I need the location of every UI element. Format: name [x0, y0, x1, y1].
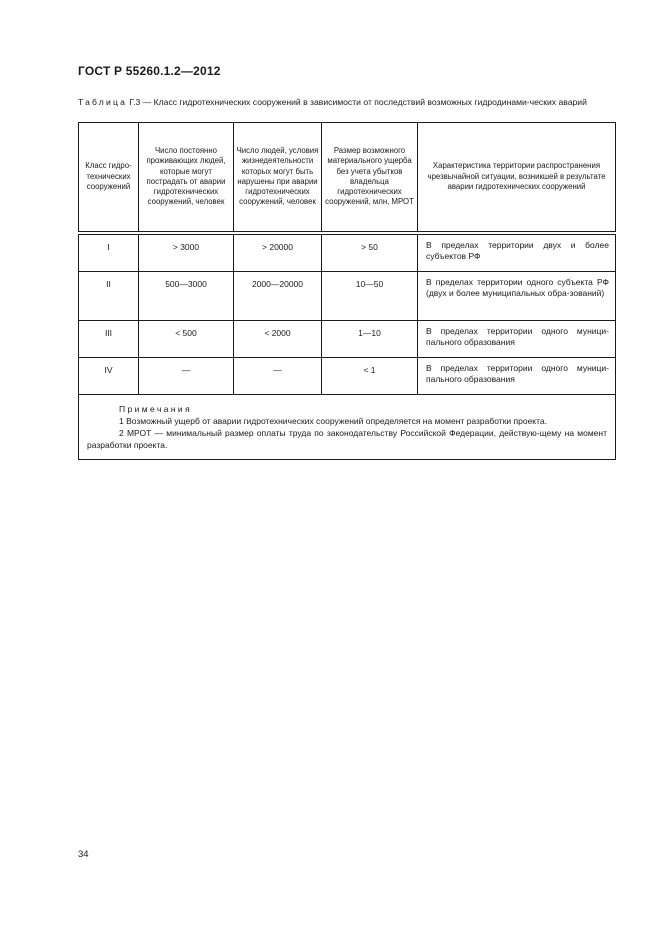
table-row: [79, 320, 616, 357]
hydraulic-structures-class-table: [78, 122, 616, 460]
table-caption: [78, 97, 615, 109]
cell-class: I: [79, 233, 139, 272]
notes-heading: Примечания: [119, 403, 193, 414]
table-header-row: [79, 123, 616, 233]
cell-damage: < 1: [322, 357, 418, 394]
table-caption-label: Таблица: [78, 97, 128, 107]
cell-affected: > 20000: [234, 233, 322, 272]
note-item: 1 Возможный ущерб от аварии гидротехнических сооружений определяется на момент разработки проекта.: [119, 415, 548, 426]
header-territory: Характеристика территории распространения чрезвычайной ситуации, возникшей в результате аварии гидротехнических сооружений: [418, 123, 616, 233]
cell-affected: 2000—20000: [234, 271, 322, 320]
cell-class: II: [79, 271, 139, 320]
cell-territory: В пределах территории одного муници-пального образования: [418, 320, 616, 357]
document-title: ГОСТ Р 55260.1.2—2012: [78, 64, 221, 78]
cell-residents: 500—3000: [139, 271, 234, 320]
cell-affected: < 2000: [234, 320, 322, 357]
table-notes-row: [79, 394, 616, 459]
header-affected-people: Число людей, условия жизнедеятельности которых могут быть нарушены при аварии гидротехнических сооружений, человек: [234, 123, 322, 233]
cell-residents: > 3000: [139, 233, 234, 272]
cell-affected: —: [234, 357, 322, 394]
cell-damage: 10—50: [322, 271, 418, 320]
cell-class: III: [79, 320, 139, 357]
cell-territory: В пределах территории одного субъекта РФ (двух и более муниципальных обра-зований): [418, 271, 616, 320]
table-row: [79, 271, 616, 320]
cell-damage: 1—10: [322, 320, 418, 357]
page-number: 34: [78, 849, 89, 860]
header-permanent-residents: Число постоянно проживающих людей, которые могут пострадать от аварии гидротехнических сооружений, человек: [139, 123, 234, 233]
notes-cell: [79, 394, 616, 459]
cell-class: IV: [79, 357, 139, 394]
cell-territory: В пределах территории одного муници-пального образования: [418, 357, 616, 394]
header-class: Класс гидро-технических сооружений: [79, 123, 139, 233]
cell-residents: —: [139, 357, 234, 394]
cell-residents: < 500: [139, 320, 234, 357]
table-row: [79, 357, 616, 394]
cell-damage: > 50: [322, 233, 418, 272]
note-item: 2 МРОТ — минимальный размер оплаты труда по законодательству Российской Федерации, действую-щему на момент разработки проекта.: [87, 427, 607, 450]
table-row: [79, 233, 616, 272]
cell-territory: В пределах территории двух и более субъектов РФ: [418, 233, 616, 272]
table-caption-text: Г.3 — Класс гидротехнических сооружений в зависимости от последствий возможных гидродинами-ческих аварий: [129, 97, 587, 107]
header-material-damage: Размер возможного материального ущерба без учета убытков владельца гидротехнических сооружений, млн, МРОТ: [322, 123, 418, 233]
